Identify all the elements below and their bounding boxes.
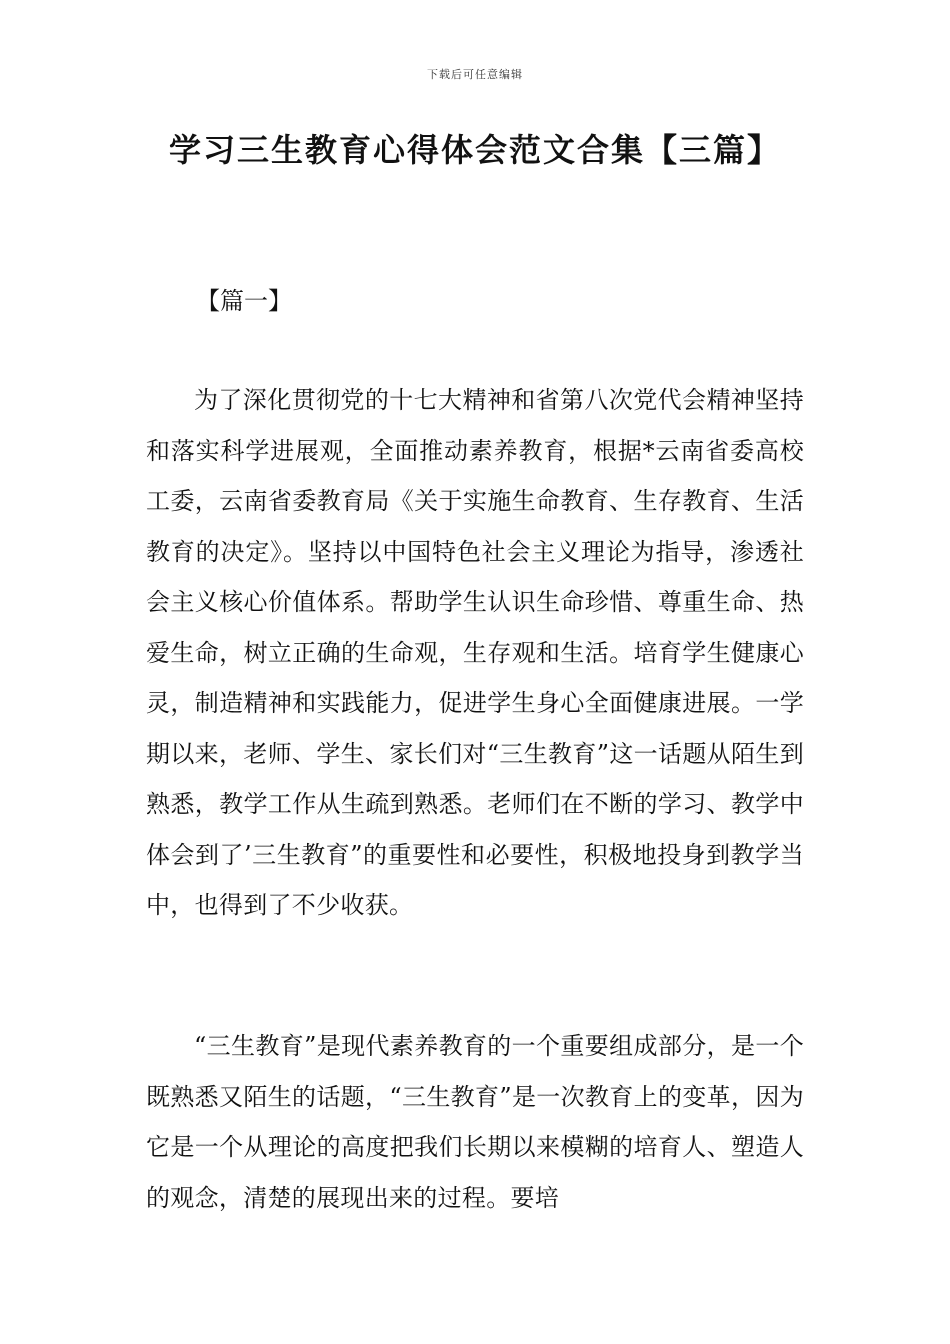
document-title: 学习三生教育心得体会范文合集【三篇】 — [168, 131, 781, 169]
section-heading: 【篇一】 — [196, 287, 292, 315]
body-paragraph-2: “三生教育”是现代素养教育的一个重要组成部分，是一个既熟悉又陌生的话题，“三生教育”是一次教育上的变革，因为它是一个从理论的高度把我们长期以来模糊的培育人、塑造人的观念，清楚的展现出来的过程。要培 — [146, 1032, 804, 1212]
header-note: 下载后可任意编辑 — [427, 68, 523, 81]
body-paragraph-1: 为了深化贯彻党的十七大精神和省第八次党代会精神坚持和落实科学进展观，全面推动素养教育，根据*云南省委高校工委，云南省委教育局《关于实施生命教育、生存教育、生活教育的决定》。坚持以中国特色社会主义理论为指导，渗透社会主义核心价值体系。帮助学生认识生命珍惜、尊重生命、热爱生命，树立正确的生命观，生存观和生活。培育学生健康心灵，制造精神和实践能力，促进学生身心全面健康进展。一学期以来，老师、学生、家长们对“三生教育”这一话题从陌生到熟悉，教学工作从生疏到熟悉。老师们在不断的学习、教学中体会到了’三生教育”的重要性和必要性，积极地投身到教学当中，也得到了不少收获。 — [146, 386, 804, 919]
